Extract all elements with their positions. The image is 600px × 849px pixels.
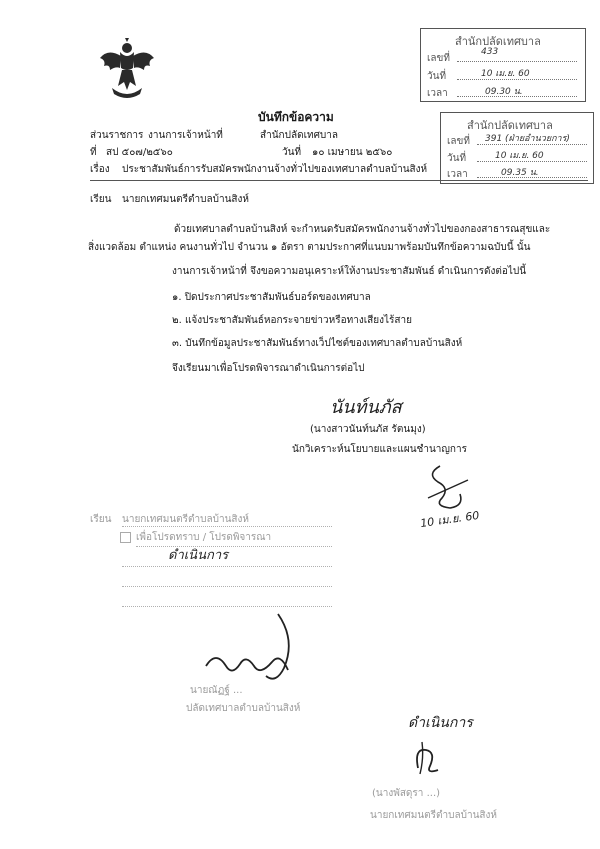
signature-3 [408, 738, 448, 778]
initial-date: 10 เม.ย. 60 [419, 508, 481, 531]
subject-label: เรื่อง [90, 164, 110, 175]
body-line-3: งานการเจ้าหน้าที่ จึงขอความอนุเคราะห์ให้งานประชาสัมพันธ์ ดำเนินการดังต่อไปนี้ [172, 266, 527, 277]
body-line-2: สิ่งแวดล้อม ตำแหน่ง คนงานทั่วไป จำนวน ๑ อัตรา ตามประกาศที่แนบมาพร้อมบันทึกข้อความฉบับนี้ นั้น [88, 242, 531, 253]
stamp-date-label: วันที่ [447, 153, 467, 164]
signature-2 [196, 610, 316, 690]
stamp-time-label: เวลา [427, 88, 448, 99]
deputy-name: (นางพัสดุรา ...) [372, 788, 441, 799]
stamp-time-value: 09.30 น. [485, 87, 523, 97]
option-checkbox[interactable] [120, 532, 131, 543]
date-value: ๑๐ เมษายน ๒๕๖๐ [312, 147, 393, 158]
receipt-stamp-2 [440, 112, 594, 184]
body-line-1: ด้วยเทศบาลตำบลบ้านสิงห์ จะกำหนดรับสมัครพนักงานจ้างทั่วไปของกองสาธารณสุขและ [174, 224, 551, 235]
handwritten-action-2: ดำเนินการ [408, 715, 473, 731]
stamp-no-value: 391 (ฝ่ายอำนวยการ) [485, 134, 570, 144]
section-office: สำนักปลัดเทศบาล [260, 130, 339, 141]
section-label: ส่วนราชการ [90, 130, 144, 141]
closing-text: จึงเรียนมาเพื่อโปรดพิจารณาดำเนินการต่อไป [172, 363, 365, 374]
section-value: งานการเจ้าหน้าที่ [148, 130, 223, 141]
subject-value: ประชาสัมพันธ์การรับสมัครพนักงานจ้างทั่วไปของเทศบาลตำบลบ้านสิงห์ [122, 164, 428, 175]
stamp-date-value: 10 เม.ย. 60 [481, 69, 530, 79]
receipt-stamp-1 [420, 28, 586, 102]
date-label: วันที่ [282, 147, 302, 158]
deputy-title: นายกเทศมนตรีตำบลบ้านสิงห์ [370, 810, 497, 821]
stamp-date-value: 10 เม.ย. 60 [495, 151, 544, 161]
item-1: ๑. ปิดประกาศประชาสัมพันธ์บอร์ดของเทศบาล [172, 292, 371, 303]
signature-1: นันท์นภัส [330, 397, 402, 418]
stamp-time-label: เวลา [447, 169, 468, 180]
memo-title: บันทึกข้อความ [258, 110, 334, 124]
stamp-office: สำนักปลัดเทศบาล [455, 35, 541, 48]
ref-value: สป ๕๐๗/๒๕๖๐ [106, 147, 173, 158]
to-value: นายกเทศมนตรีตำบลบ้านสิงห์ [122, 194, 249, 205]
stamp-no-label: เลขที่ [447, 136, 470, 147]
stamp-office: สำนักปลัดเทศบาล [467, 119, 553, 132]
item-2: ๒. แจ้งประชาสัมพันธ์หอกระจายข่าวหรือทางเสียงไร้สาย [172, 315, 412, 326]
clerk-title: ปลัดเทศบาลตำบลบ้านสิงห์ [186, 703, 301, 714]
stamp-time-value: 09.35 น. [501, 168, 539, 178]
header-divider [90, 180, 588, 181]
clerk-name: นายณัฏฐ์ ... [190, 685, 243, 696]
stamp-no-value: 433 [481, 47, 499, 57]
signer-name: (นางสาวนันท์นภัส รัตนมุง) [310, 424, 426, 435]
garuda-emblem [98, 38, 156, 102]
stamp-no-label: เลขที่ [427, 53, 450, 64]
signer-position: นักวิเคราะห์นโยบายและแผนชำนาญการ [292, 444, 467, 455]
lower-to-label: เรียน [90, 514, 112, 525]
stamp-date-label: วันที่ [427, 71, 447, 82]
to-label: เรียน [90, 194, 112, 205]
option-label: เพื่อโปรดทราบ / โปรดพิจารณา [136, 532, 272, 543]
item-3: ๓. บันทึกข้อมูลประชาสัมพันธ์ทางเว็ปไซต์ของเทศบาลตำบลบ้านสิงห์ [172, 338, 463, 349]
handwritten-action-1: ดำเนินการ [168, 548, 229, 563]
ref-label: ที่ [90, 147, 97, 158]
lower-to-value: นายกเทศมนตรีตำบลบ้านสิงห์ [122, 514, 249, 525]
